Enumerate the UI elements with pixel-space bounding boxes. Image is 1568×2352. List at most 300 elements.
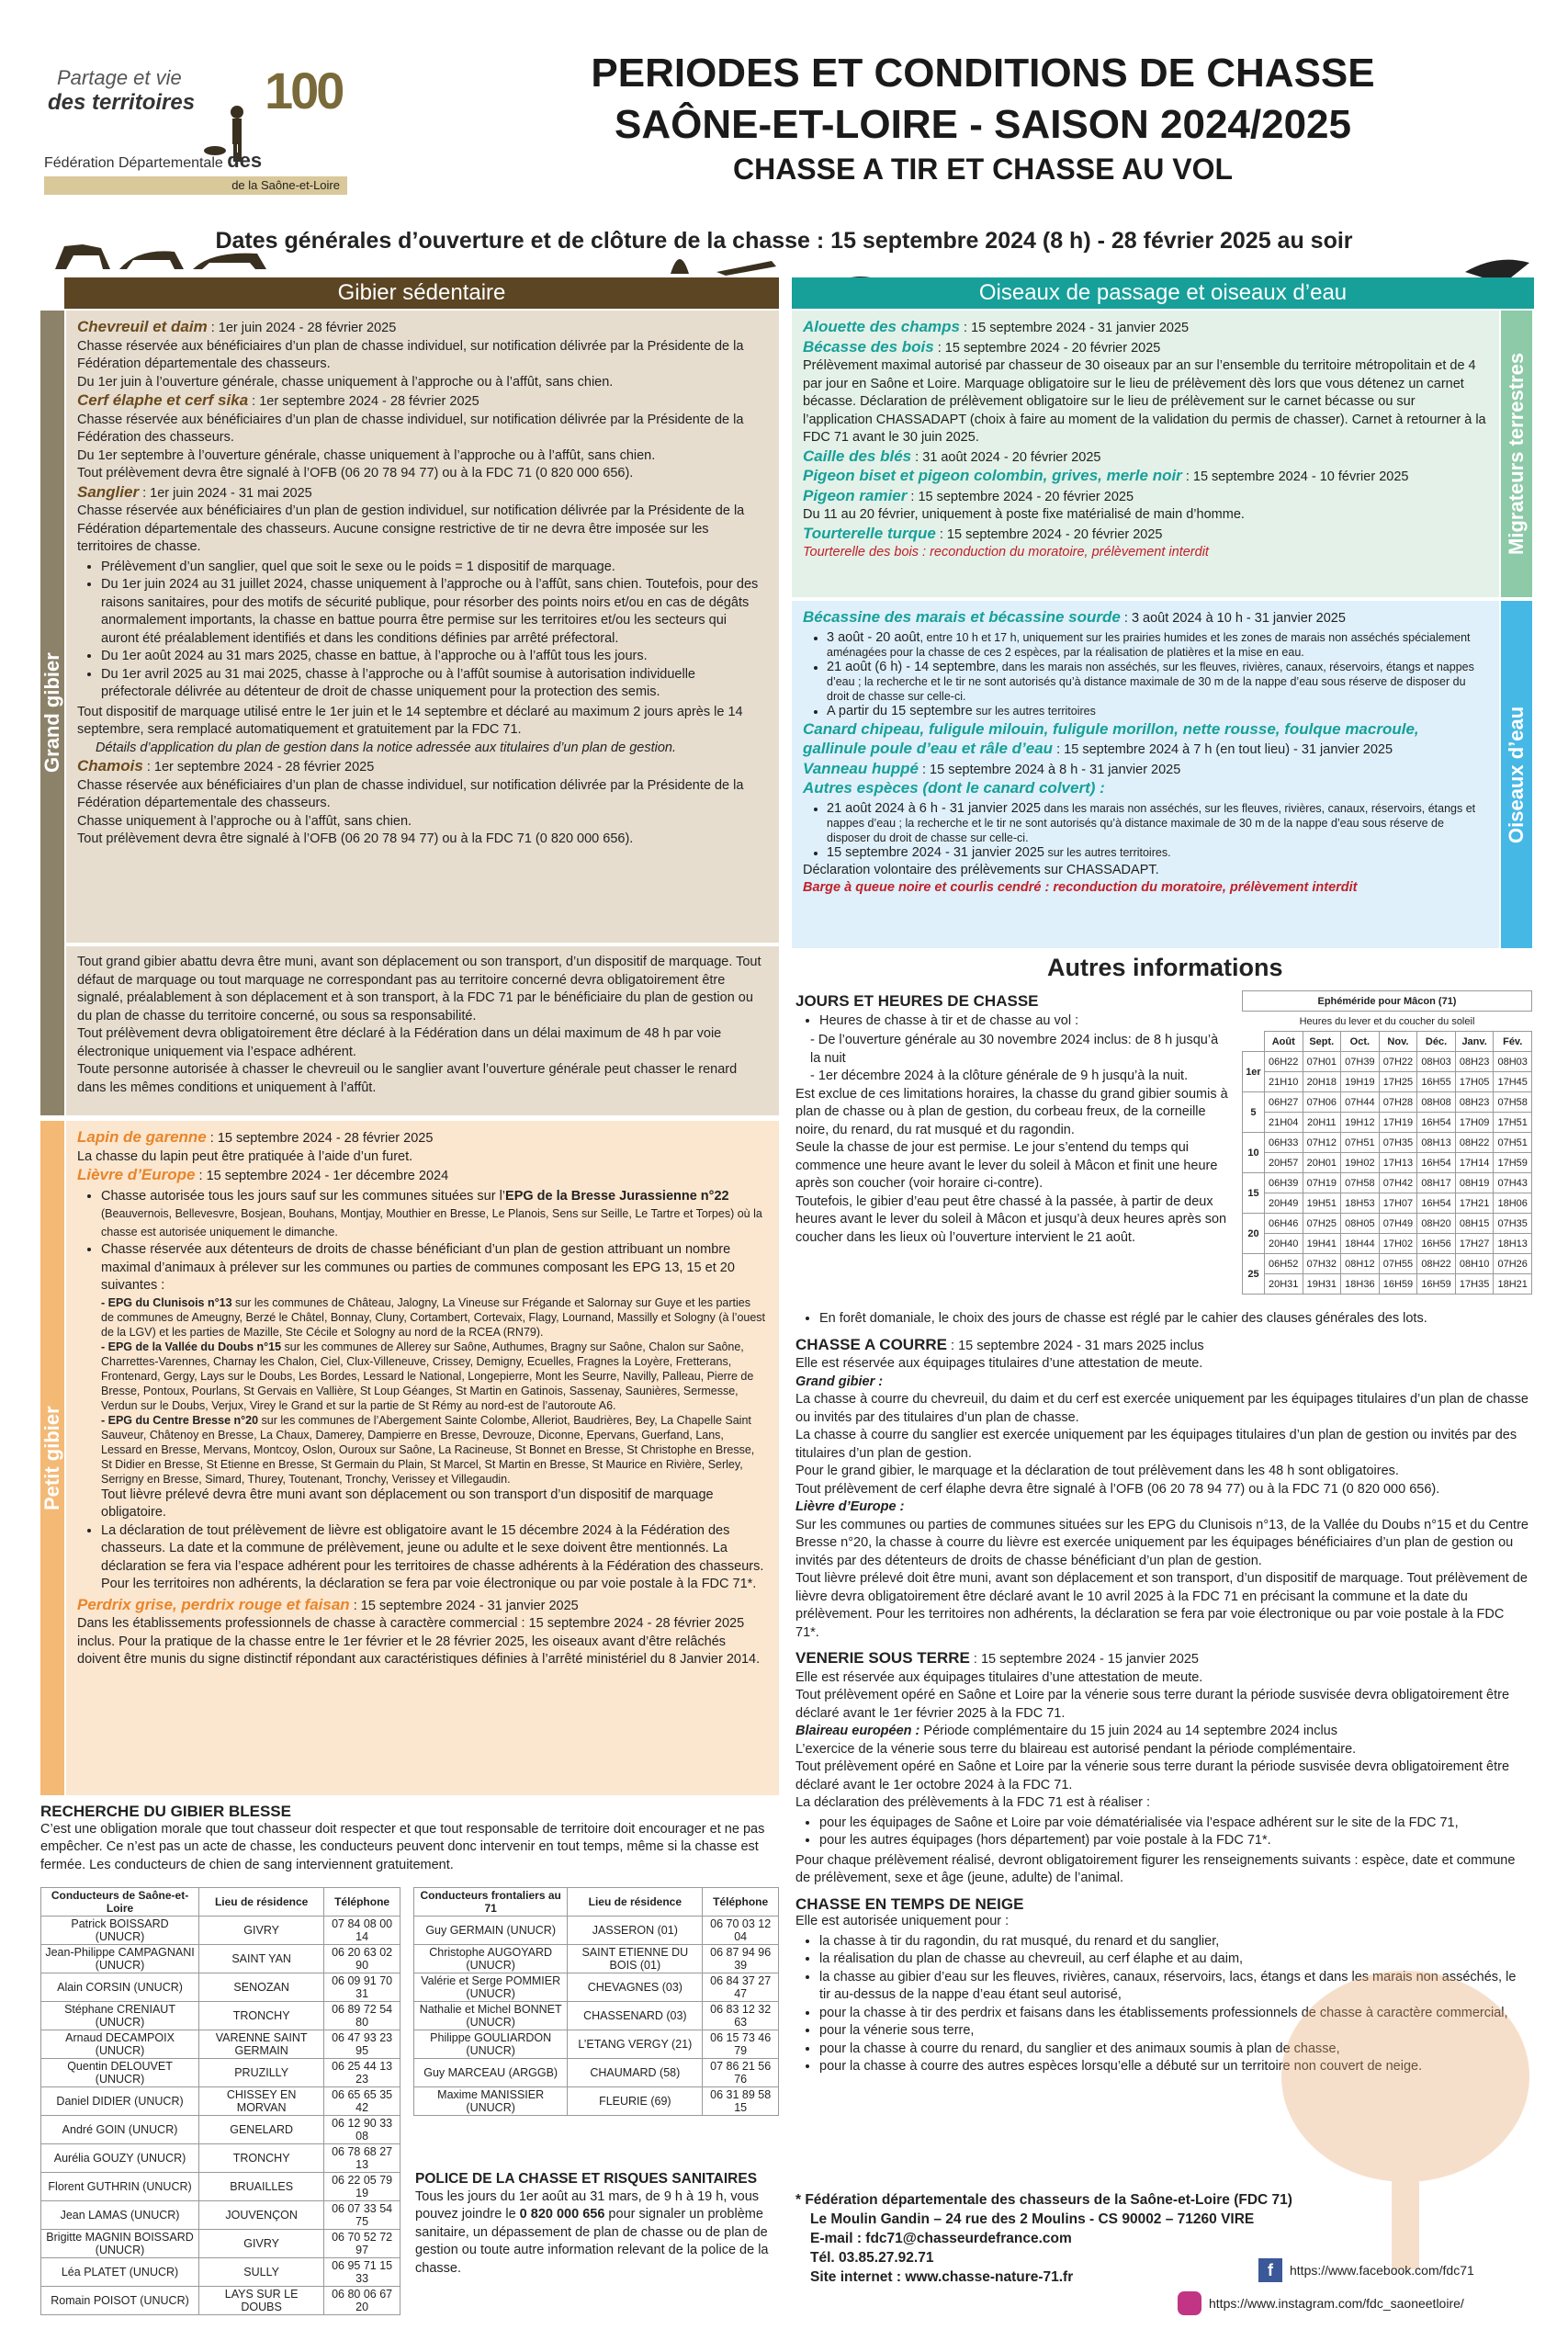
eph-lever: 07H28 — [1379, 1092, 1417, 1113]
table-row — [414, 1945, 779, 1973]
becassine-b1b: , entre 10 h et 17 h, uniquement sur les prairies humides et les zones de marais non asséchés spécialement aménagées pour la chasse de ces 2 espèces, par la réalisation de platières et la mise en eau. — [827, 630, 1471, 659]
lievre-list — [77, 1188, 766, 1594]
eph-coucher: 17H59 — [1494, 1153, 1532, 1173]
eph-lever: 08H23 — [1455, 1052, 1494, 1072]
lapin-dates: : 15 septembre 2024 - 28 février 2025 — [206, 1131, 434, 1146]
sanglier-p1: Chasse réservée aux bénéficiaires d’un plan de gestion individuel, sur notification délivrée par la Présidente de la Fédération départementale des chasseurs. Aucune consigne restrictive de tir ne devra être imposée sur les territoires de chasse. — [77, 503, 745, 554]
alouette-title: Alouette des champs — [803, 318, 960, 335]
canard-title: Canard chipeau, fuligule milouin, fuligule morillon, nette rousse, foulque macroule, gallinule poule d’eau et râle d’eau — [803, 719, 1419, 757]
eph-coucher: 16H56 — [1417, 1234, 1456, 1254]
eph-lever: 06H46 — [1264, 1214, 1303, 1234]
police-number[interactable]: 0 820 000 656 — [519, 2207, 605, 2222]
bl-dates: Période complémentaire du 15 juin 2024 au 14 septembre 2024 inclus — [919, 1724, 1338, 1738]
canard-dates: : 15 septembre 2024 à 7 h (en tout lieu) - 31 janvier 2025 — [1053, 742, 1393, 757]
bl-p1: L’exercice de la vénerie sous terre du blaireau est autorisé pendant la période complémentaire. — [795, 1741, 1357, 1757]
autres-b1 — [827, 801, 1486, 845]
eph-lever: 07H01 — [1303, 1052, 1341, 1072]
grand-gibier-general-box — [66, 946, 779, 1115]
table-cell: Brigitte MAGNIN BOISSARD (UNUCR) — [41, 2230, 199, 2258]
sanglier-b3: • Du 1er août 2024 au 31 mars 2025, chasse en battue, à l’approche ou à l’affût tous les jours. — [101, 648, 766, 666]
vanneau-title: Vanneau huppé — [803, 759, 919, 777]
eph-coucher: 17H05 — [1455, 1072, 1494, 1092]
fdc-address: Le Moulin Gandin – 24 rue des 2 Moulins - CS 90002 – 71260 VIRE — [810, 2211, 1255, 2227]
cc-title: CHASSE A COURRE — [795, 1335, 947, 1353]
epg15-desc: sur les communes de Allerey sur Saône, Authumes, Bragny sur Saône, Chalon sur Saône, Charrettes-Varennes, Charnay les Chalon, Ciel, Clux-Villeneuve, Crissey, Demigny, Ecuelles, Fragnes la Loyère, Fretterans, Frontenard, Gergy, Lays sur le Doubs, Les Bordes, Lessard le National, Longepierre, Mont les Seurre, Navilly, Palleau, Pierre de Bresse, Pontoux, Pourlans, St Gervais en Vallière, St Loup Géanges, St Martin en Gatinois, Sassenay, Saunières, Sermesse, Verdun sur le Doubs, Verjux, Virey le Grand et sur la partie de St Rémy au nord-est de l’autoroute A6. — [101, 1340, 754, 1412]
chevreuil-p1: Chasse réservée aux bénéficiaires d’un plan de chasse individuel, sur notification délivrée par la Présidente de la Fédération départementale des chasseurs. — [77, 338, 744, 371]
table-cell: JOUVENÇON — [199, 2201, 324, 2230]
becassine-b2 — [827, 660, 1486, 704]
lievre-p1: Tout lièvre prélevé devra être muni avant son déplacement ou son transport d’un dispositif de marquage obligatoire. — [101, 1487, 714, 1520]
table-cell: 06 89 72 54 80 — [324, 2002, 400, 2030]
eph-lever: 08H05 — [1341, 1214, 1380, 1234]
facebook-icon: f — [1258, 2258, 1282, 2282]
sanglier-b1: • Prélèvement d’un sanglier, quel que soit le sexe ou le poids = 1 dispositif de marquage. — [101, 559, 766, 577]
vs-title: VENERIE SOUS TERRE — [795, 1649, 970, 1667]
table-cell: JASSERON (01) — [568, 1917, 703, 1945]
table-cell: Aurélia GOUZY (UNUCR) — [41, 2144, 199, 2173]
eph-lever: 07H55 — [1379, 1254, 1417, 1274]
lievre-b1c: (Beauvernois, Bellevesvre, Bosjean, Bouhans, Montjay, Mouthier en Bresse, Le Planois, Sens sur Seille, Le Tartre et Torpes) où la chasse est autorisée uniquement le dimanche. — [101, 1207, 762, 1238]
eph-row-coucher — [1243, 1113, 1532, 1133]
eph-coucher: 17H27 — [1455, 1234, 1494, 1254]
bl-list — [795, 1815, 1530, 1850]
lievre-b2 — [101, 1241, 766, 1522]
autres-b2a: 15 septembre 2024 - 31 janvier 2025 — [827, 844, 1044, 860]
eph-coucher: 20H18 — [1303, 1072, 1341, 1092]
eph-row-coucher — [1243, 1234, 1532, 1254]
eph-lever: 07H06 — [1303, 1092, 1341, 1113]
table-cell: 07 84 08 00 14 — [324, 1917, 400, 1945]
logo-fed1: Fédération Départementale — [44, 155, 223, 171]
autres-list — [803, 801, 1486, 860]
jh-b1: • Heures de chasse à tir et de chasse au vol : — [819, 1012, 1231, 1031]
cc-p5: Tout prélèvement de cerf élaphe devra être signalé à l’OFB (06 20 78 94 77) ou à la FDC 71 (0 820 000 656). — [795, 1481, 1440, 1497]
chevreuil-title: Chevreuil et daim — [77, 318, 208, 335]
cc-le: Lièvre d’Europe : — [795, 1499, 905, 1514]
epg13-title: - EPG du Clunisois n°13 — [101, 1295, 232, 1309]
table-cell: SAINT ETIENNE DU BOIS (01) — [568, 1945, 703, 1973]
neige-item: • la chasse au gibier d’eau sur les fleuves, rivières, canaux, réservoirs, lacs, étangs et dans les marais non asséchés, le tir au-dessus de la nappe d’eau étant seul autorisé, — [819, 1969, 1530, 2005]
police-title: POLICE DE LA CHASSE ET RISQUES SANITAIRES — [415, 2171, 758, 2187]
eph-month: Août — [1264, 1032, 1303, 1052]
logo-fed2: des — [227, 149, 263, 172]
epg15-title: - EPG de la Vallée du Doubs n°15 — [101, 1340, 282, 1353]
caille-dates: : 31 août 2024 - 20 février 2025 — [911, 449, 1101, 465]
table-row — [41, 1973, 400, 2002]
eph-coucher: 20H11 — [1303, 1113, 1341, 1133]
table-cell: 06 70 03 12 04 — [703, 1917, 779, 1945]
grand-gen-p3: Toute personne autorisée à chasser le chevreuil ou le sanglier avant l’ouverture générale peut chasser le renard dans les mêmes conditions et uniquement à l’affût. — [77, 1062, 738, 1095]
table-cell: SULLY — [199, 2258, 324, 2287]
table-cell: VARENNE SAINT GERMAIN — [199, 2030, 324, 2059]
eph-title: Ephéméride pour Mâcon (71) — [1243, 991, 1532, 1012]
table-cell: 06 22 05 79 19 — [324, 2173, 400, 2201]
pigeon-title: Pigeon biset et pigeon colombin, grives, merle noir — [803, 467, 1182, 484]
table-cell: 06 25 44 13 23 — [324, 2059, 400, 2087]
autres-b1a: 21 août 2024 à 6 h - 31 janvier 2025 — [827, 800, 1041, 816]
general-dates: Dates générales d’ouverture et de clôture de la chasse : 15 septembre 2024 (8 h) - 28 février 2025 au soir — [215, 228, 1353, 254]
tourterelle-bois: Tourterelle des bois : reconduction du moratoire, prélèvement interdit — [803, 545, 1209, 560]
table-row — [414, 1973, 779, 2002]
police-p1: Tous les jours du 1er août au 31 mars, de 9 h à 19 h, vous pouvez joindre le — [415, 2188, 760, 2222]
table-cell: 06 65 65 35 42 — [324, 2087, 400, 2116]
table-cell: TRONCHY — [199, 2002, 324, 2030]
table-cell: CHISSEY EN MORVAN — [199, 2087, 324, 2116]
table-cell: 06 78 68 27 13 — [324, 2144, 400, 2173]
jh-p1: Est exclue de ces limitations horaires, la chasse du grand gibier soumis à plan de chasse ou à plan de gestion, du corbeau freux, de la corneille noire, du renard, du rat musqué et du ragondin. — [795, 1086, 1228, 1137]
table-cell: SAINT YAN — [199, 1945, 324, 1973]
table-header: Conducteurs frontaliers au 71 — [414, 1888, 568, 1917]
table-cell: Daniel DIDIER (UNUCR) — [41, 2087, 199, 2116]
caille-title: Caille des blés — [803, 447, 912, 465]
eph-row-lever — [1243, 1214, 1532, 1234]
chamois-dates: : 1er septembre 2024 - 28 février 2025 — [142, 760, 375, 775]
becassine-b3b: sur les autres territoires — [972, 704, 1096, 718]
eph-lever: 07H44 — [1341, 1092, 1380, 1113]
eph-lever: 07H43 — [1494, 1173, 1532, 1193]
neige-title: CHASSE EN TEMPS DE NEIGE — [795, 1894, 1024, 1913]
ramier-p: Du 11 au 20 février, uniquement à poste fixe matérialisé de main d’homme. — [803, 507, 1245, 522]
cerf-title: Cerf élaphe et cerf sika — [77, 391, 249, 409]
lapin-title: Lapin de garenne — [77, 1128, 207, 1146]
neige-item: • pour la chasse à courre des autres espèces lorsqu’elle a débuté sur un territoire non couvert de neige. — [819, 2058, 1530, 2076]
grand-gen-p2: Tout prélèvement devra obligatoirement être déclaré à la Fédération dans un délai maximum de 48 h par voie électronique uniquement via l’espace adhérent. — [77, 1026, 722, 1059]
sanglier-b2: • Du 1er juin 2024 au 31 juillet 2024, chasse uniquement à l’approche ou à l’affût, sans chien. Toutefois, pour des raisons sanitaires, pour des motifs de sécurité publique, pour résorber des points noirs et/ou en cas de dégâts anormalement importants, la chasse en battue pourra être permise sur les territoires et/ou les secteurs qui auront été préalablement identifiés et dans les conditions définies par arrêté préfectoral. — [101, 576, 766, 648]
pigeon-dates: : 15 septembre 2024 - 10 février 2025 — [1181, 469, 1409, 484]
tourterelle-dates: : 15 septembre 2024 - 20 février 2025 — [935, 526, 1163, 542]
autres-title: Autres espèces (dont le canard colvert) : — [803, 779, 1105, 797]
eph-coucher: 17H19 — [1379, 1113, 1417, 1133]
eph-row-lever — [1243, 1173, 1532, 1193]
table-cell: CHEVAGNES (03) — [568, 1973, 703, 2002]
eph-month: Nov. — [1379, 1032, 1417, 1052]
eph-row-coucher — [1243, 1274, 1532, 1295]
side-label-petit-gibier: Petit gibier — [40, 1121, 64, 1795]
table-cell: Jean-Philippe CAMPAGNANI (UNUCR) — [41, 1945, 199, 1973]
sanglier-p2: Tout dispositif de marquage utilisé entre le 1er juin et le 14 septembre et déclaré au maximum 2 jours après le 14 septembre, sera remplacé automatiquement et gratuitement par la FDC 71. — [77, 704, 743, 737]
table-cell: 06 83 12 32 63 — [703, 2002, 779, 2030]
eph-lever: 07H26 — [1494, 1254, 1532, 1274]
fdc-web[interactable]: Site internet : www.chasse-nature-71.fr — [810, 2269, 1074, 2285]
hare-pheasant-icon — [661, 235, 781, 276]
eph-coucher: 16H54 — [1417, 1153, 1456, 1173]
side-label-migrateurs: Migrateurs terrestres — [1501, 311, 1532, 597]
table-row — [41, 1945, 400, 1973]
table-row — [41, 2201, 400, 2230]
cc-p7: Tout lièvre prélevé doit être muni, avant son déplacement et son transport, d’un dispositif de marquage. Tout prélèvement de lièvre devra obligatoirement être déclaré avant le 10 avril 2025 à la FDC 71 en précisant la commune et la date du prélèvement. Pour les territoires non adhérents, la déclaration se fera par voie électronique ou par voie postale à la FDC 71*. — [795, 1571, 1528, 1640]
eph-month: Oct. — [1341, 1032, 1380, 1052]
lievre-title: Lièvre d’Europe — [77, 1166, 196, 1183]
bl-b2: • pour les autres équipages (hors département) par voie postale à la FDC 71*. — [819, 1832, 1530, 1850]
header-oiseaux: Oiseaux de passage et oiseaux d’eau — [792, 277, 1534, 309]
side-label-grand-gibier: Grand gibier — [40, 311, 64, 1115]
petit-gibier-box — [66, 1121, 779, 1795]
lapin-p: La chasse du lapin peut être pratiquée à l’aide d’un furet. — [77, 1148, 413, 1164]
barge: Barge à queue noire et courlis cendré : reconduction du moratoire, prélèvement interdit — [803, 880, 1358, 895]
table-header: Téléphone — [324, 1888, 400, 1917]
neige-item: • pour la chasse à courre du renard, du sanglier et des animaux soumis à plan de chasse, — [819, 2041, 1530, 2059]
table-row — [414, 2059, 779, 2087]
table-cell: 06 80 06 67 20 — [324, 2287, 400, 2315]
eph-coucher: 18H13 — [1494, 1234, 1532, 1254]
perdrix-p: Dans les établissements professionnels de chasse à caractère commercial : 15 septembre 2024 - 28 février 2025 inclus. Pour la pratique de la chasse entre le 1er février et le 28 février 2025, les oiseaux avant d’être relâchés doivent être munis du signe distinctif répondant aux caractéristiques définies à l’arrêté ministériel du 8 Janvier 2014. — [77, 1616, 761, 1667]
eph-lever: 08H22 — [1455, 1133, 1494, 1153]
table-cell: 06 07 33 54 75 — [324, 2201, 400, 2230]
chamois-p2: Chasse uniquement à l’approche ou à l’affût, sans chien. — [77, 813, 412, 829]
lievre-dates: : 15 septembre 2024 - 1er décembre 2024 — [195, 1169, 449, 1183]
eph-coucher: 19H51 — [1303, 1193, 1341, 1214]
eph-lever: 08H15 — [1455, 1214, 1494, 1234]
title-line3: CHASSE A TIR ET CHASSE AU VOL — [732, 153, 1234, 186]
chamois-p3: Tout prélèvement devra être signalé à l’OFB (06 20 78 94 77) ou à la FDC 71 (0 820 000 656). — [77, 831, 634, 846]
table-header: Lieu de résidence — [568, 1888, 703, 1917]
police-p2: pour signaler un problème sanitaire, un dépassement de plan de chasse ou de plan de gestion ou toute autre information relevant de la police de la chasse. — [415, 2207, 769, 2276]
logo-fed3: de la Saône-et-Loire — [44, 176, 347, 195]
lievre-b1 — [101, 1188, 766, 1242]
eph-lever: 08H17 — [1417, 1173, 1456, 1193]
conducteurs-71-table — [40, 1887, 400, 2315]
eph-coucher: 17H02 — [1379, 1234, 1417, 1254]
fdc-email[interactable]: E-mail : fdc71@chasseurdefrance.com — [810, 2231, 1072, 2246]
eph-coucher: 18H44 — [1341, 1234, 1380, 1254]
table-cell: Maxime MANISSIER (UNUCR) — [414, 2087, 568, 2116]
table-row — [41, 2230, 400, 2258]
autres-b1b: dans les marais non asséchés, sur les fleuves, rivières, canaux, réservoirs, étangs et nappes d’eau ; la recherche et le tir ne sont autorisés qu’à distance maximale de 30 m de la nappe d’eau sous réserve de disposer du droit de chasse sur celle-ci. — [827, 801, 1476, 844]
vs-dates: : 15 septembre 2024 - 15 janvier 2025 — [969, 1652, 1199, 1667]
eph-coucher: 20H01 — [1303, 1153, 1341, 1173]
table-cell: Jean LAMAS (UNUCR) — [41, 2201, 199, 2230]
cc-dates: : 15 septembre 2024 - 31 mars 2025 inclus — [946, 1338, 1204, 1353]
police-section — [415, 2170, 779, 2278]
eph-coucher: 20H40 — [1264, 1234, 1303, 1254]
chevreuil-p2: Du 1er juin à l’ouverture générale, chasse uniquement à l’approche ou à l’affût, sans chien. — [77, 374, 614, 390]
table-cell: Nathalie et Michel BONNET (UNUCR) — [414, 2002, 568, 2030]
perdrix-dates: : 15 septembre 2024 - 31 janvier 2025 — [349, 1598, 579, 1613]
eph-coucher: 18H21 — [1494, 1274, 1532, 1295]
eph-coucher: 17H45 — [1494, 1072, 1532, 1092]
cerf-p3: Tout prélèvement devra être signalé à l’OFB (06 20 78 94 77) ou à la FDC 71 (0 820 000 656). — [77, 466, 634, 481]
table-row — [41, 2087, 400, 2116]
eph-lever: 07H19 — [1303, 1173, 1341, 1193]
instagram-icon — [1178, 2291, 1201, 2315]
table-cell: LAYS SUR LE DOUBS — [199, 2287, 324, 2315]
table-cell: 06 70 52 72 97 — [324, 2230, 400, 2258]
eph-coucher: 18H06 — [1494, 1193, 1532, 1214]
eph-corner — [1243, 1032, 1265, 1052]
facebook-link[interactable] — [1258, 2258, 1474, 2282]
eph-lever: 08H08 — [1417, 1092, 1456, 1113]
jh-p3: Toutefois, le gibier d’eau peut être chassé à la passée, à partir de deux heures avant le lever du soleil à Mâcon et jusqu’à deux heures après son coucher dans les lieux où l’ouverture intervient le 21 août. — [795, 1193, 1227, 1245]
becassine-list — [803, 630, 1486, 718]
table-row — [41, 2144, 400, 2173]
title-line1: PERIODES ET CONDITIONS DE CHASSE — [591, 51, 1375, 96]
fdc-title: * Fédération départementale des chasseurs de la Saône-et-Loire (FDC 71) — [795, 2192, 1292, 2208]
sanglier-p3: Détails d’application du plan de gestion dans la notice adressée aux titulaires d’un plan de gestion. — [96, 740, 676, 755]
neige-item: • la chasse à tir du ragondin, du rat musqué, du renard et du sanglier, — [819, 1933, 1530, 1951]
table-row — [41, 2059, 400, 2087]
eph-lever: 07H51 — [1494, 1133, 1532, 1153]
vs-p2: Tout prélèvement opéré en Saône et Loire par la vénerie sous terre durant la période susvisée devra obligatoirement être déclaré avant le 1er février 2025 à la FDC 71. — [795, 1688, 1510, 1721]
grand-gibier-box — [66, 311, 779, 943]
eph-coucher: 16H59 — [1417, 1274, 1456, 1295]
cc-p4: Pour le grand gibier, le marquage et la déclaration de tout prélèvement dans les 48 h sont obligatoires. — [795, 1464, 1399, 1478]
eph-day: 25 — [1243, 1254, 1265, 1295]
title-line2: SAÔNE-ET-LOIRE - SAISON 2024/2025 — [614, 102, 1352, 147]
table-cell: Romain POISOT (UNUCR) — [41, 2287, 199, 2315]
neige-item: • pour la chasse à tir des perdrix et faisans dans les établissements professionnels de chasse à caractère commercial, — [819, 2005, 1530, 2023]
bl-p3: La déclaration des prélèvements à la FDC 71 est à réaliser : — [795, 1795, 1151, 1810]
jours-heures-section — [795, 992, 1231, 1247]
table-row — [414, 2087, 779, 2116]
eph-row-coucher — [1243, 1193, 1532, 1214]
header-gibier-sedentaire: Gibier sédentaire — [64, 277, 779, 309]
eph-lever: 07H32 — [1303, 1254, 1341, 1274]
facebook-url[interactable]: https://www.facebook.com/fdc71 — [1290, 2263, 1474, 2278]
eph-lever: 06H22 — [1264, 1052, 1303, 1072]
eph-lever: 08H13 — [1417, 1133, 1456, 1153]
eph-coucher: 17H35 — [1455, 1274, 1494, 1295]
table-header: Conducteurs de Saône-et-Loire — [41, 1888, 199, 1917]
table-row — [41, 2030, 400, 2059]
table-cell: CHAUMARD (58) — [568, 2059, 703, 2087]
table-cell: Léa PLATET (UNUCR) — [41, 2258, 199, 2287]
neige-item: • pour la vénerie sous terre, — [819, 2022, 1530, 2041]
becassine-b2b: , dans les marais non asséchés, sur les fleuves, rivières, canaux, réservoirs, étangs et nappes d’eau ; la recherche et le tir ne sont autorisés qu’à distance maximale de 30 m de la nappe d’eau sous réserve de disposer du droit de chasse sur celle-ci. — [827, 660, 1474, 703]
conducteurs-frontaliers-table — [413, 1887, 779, 2116]
table-cell: GIVRY — [199, 1917, 324, 1945]
eph-day: 1er — [1243, 1052, 1265, 1092]
neige-p: Elle est autorisée uniquement pour : — [795, 1914, 1010, 1928]
ramier-title: Pigeon ramier — [803, 486, 908, 504]
becasse-title: Bécasse des bois — [803, 337, 934, 356]
lievre-b1a: Chasse autorisée tous les jours sauf sur les communes situées sur l’ — [101, 1188, 506, 1204]
autres-title: Autres informations — [1047, 954, 1283, 981]
becassine-b2a: 21 août (6 h) - 14 septembre — [827, 659, 996, 674]
table-cell: 06 20 63 02 90 — [324, 1945, 400, 1973]
cc-p6: Sur les communes ou parties de communes situées sur les EPG du Clunisois n°13, de la Vallée du Doubs n°15 et du Centre Bresse n°20, la chasse à courre du lièvre est exercée uniquement par les équipages bénéficiaires d’un plan de gestion ou invités par des détenteurs de droits de chasse bénéficiant d’un plan de gestion. — [795, 1517, 1529, 1568]
table-cell: Alain CORSIN (UNUCR) — [41, 1973, 199, 2002]
eph-day: 5 — [1243, 1092, 1265, 1133]
page-title — [514, 48, 1451, 187]
table-row — [41, 2173, 400, 2201]
logo — [44, 57, 366, 195]
eph-lever: 08H03 — [1417, 1052, 1456, 1072]
table-row — [41, 2002, 400, 2030]
bl-p2: Tout prélèvement opéré en Saône et Loire par la vénerie sous terre durant la période susvisée devra obligatoirement être déclaré avant le 1er octobre 2024 à la FDC 71. — [795, 1759, 1510, 1792]
eph-month: Sept. — [1303, 1032, 1341, 1052]
eph-coucher: 21H10 — [1264, 1072, 1303, 1092]
sanglier-dates: : 1er juin 2024 - 31 mai 2025 — [139, 485, 312, 501]
vanneau-dates: : 15 septembre 2024 à 8 h - 31 janvier 2025 — [918, 762, 1181, 777]
jh-p2: Seule la chasse de jour est permise. Le jour s’entend du temps qui commence une heure avant le lever du soleil à Mâcon et finit une heure après son coucher (voir horaire ci-contre). — [795, 1140, 1218, 1191]
table-cell: PRUZILLY — [199, 2059, 324, 2087]
eph-lever: 07H49 — [1379, 1214, 1417, 1234]
jh-b2: • En forêt domaniale, le choix des jours de chasse est réglé par le cahier des clauses générales des lots. — [819, 1310, 1530, 1329]
eph-coucher: 17H13 — [1379, 1153, 1417, 1173]
epg20-desc: sur les communes de l’Abergement Sainte Colombe, Alleriot, Baudrières, Bey, La Chapelle Saint Sauveur, Châtenoy en Bresse, La Chaux, Damerey, Dampierre en Bresse, Devrouze, Diconne, Epervans, Guerfand, Lans, Lessard en Bresse, Mervans, Montcoy, Oslon, Ouroux sur Saône, La Racineuse, St Bonnet en Bresse, St Christophe en Bresse, St Didier en Bresse, St Etienne en Bresse, St Germain du Plain, St Marcel, St Martin en Bresse, St Maurice en Rivière, Serley, Serrigny en Bresse, Simard, Thurey, Toutenant, Tronchy, Verissey et Villegaudin. — [101, 1413, 755, 1486]
eph-lever: 07H35 — [1494, 1214, 1532, 1234]
table-cell: L’ETANG VERGY (21) — [568, 2030, 703, 2059]
bl-b1: • pour les équipages de Saône et Loire par voie dématérialisée via l’espace adhérent sur le site de la FDC 71, — [819, 1815, 1530, 1833]
becassine-dates: : 3 août 2024 à 10 h - 31 janvier 2025 — [1120, 611, 1346, 626]
cerf-dates: : 1er septembre 2024 - 28 février 2025 — [248, 394, 479, 409]
cc-p2: La chasse à courre du chevreuil, du daim et du cerf est exercée uniquement par les équipages titulaires d’un plan de chasse ou invités par des titulaires d’un plan de chasse. — [795, 1392, 1529, 1425]
sanglier-list — [77, 559, 766, 702]
eph-lever: 08H10 — [1455, 1254, 1494, 1274]
instagram-link[interactable] — [1178, 2291, 1464, 2315]
ephemeride-table — [1242, 990, 1532, 1295]
cc-p1: Elle est réservée aux équipages titulaires d’une attestation de meute. — [795, 1356, 1203, 1371]
table-cell: 06 84 37 27 47 — [703, 1973, 779, 2002]
eph-coucher: 16H55 — [1417, 1072, 1456, 1092]
eph-coucher: 18H53 — [1341, 1193, 1380, 1214]
table-cell: André GOIN (UNUCR) — [41, 2116, 199, 2144]
eph-lever: 08H19 — [1455, 1173, 1494, 1193]
jh-b1a: - De l’ouverture générale au 30 novembre 2024 inclus: de 8 h jusqu’à la nuit — [810, 1033, 1219, 1066]
table-cell: Philippe GOULIARDON (UNUCR) — [414, 2030, 568, 2059]
table-row — [41, 2258, 400, 2287]
ramier-dates: : 15 septembre 2024 - 20 février 2025 — [907, 489, 1134, 504]
sanglier-title: Sanglier — [77, 482, 140, 501]
eph-lever: 07H58 — [1341, 1173, 1380, 1193]
eph-coucher: 19H41 — [1303, 1234, 1341, 1254]
jh-title: JOURS ET HEURES DE CHASSE — [795, 992, 1039, 1010]
table-cell: Stéphane CRENIAUT (UNUCR) — [41, 2002, 199, 2030]
logo-anniversary: 100 — [265, 62, 343, 119]
eph-lever: 08H20 — [1417, 1214, 1456, 1234]
eph-sub: Heures du lever et du coucher du soleil — [1299, 1015, 1475, 1027]
table-cell: 06 09 91 70 31 — [324, 1973, 400, 2002]
table-cell: Guy MARCEAU (ARGGB) — [414, 2059, 568, 2087]
table-cell: GENELARD — [199, 2116, 324, 2144]
instagram-url[interactable]: https://www.instagram.com/fdc_saoneetloire/ — [1209, 2296, 1464, 2311]
table-cell: GIVRY — [199, 2230, 324, 2258]
eph-lever: 07H58 — [1494, 1092, 1532, 1113]
becasse-p: Prélèvement maximal autorisé par chasseur de 30 oiseaux par an sur l’ensemble du territoire métropolitain et de 4 par jour en Saône et Loire. Marquage obligatoire sur le lieu de prélèvement dès lors que vous détenez un carnet bécasse. Déclaration de prélèvement obligatoire sur le lieu de prélèvement sur le carnet bécasse ou sur l’application CHASSADAPT (choix à faire au moment de la validation du permis de chasser). Carnet à retourner à la FDC 71 avant le 30 juin 2025. — [803, 358, 1486, 445]
eph-lever: 06H27 — [1264, 1092, 1303, 1113]
eph-coucher: 21H04 — [1264, 1113, 1303, 1133]
eph-row-coucher — [1243, 1153, 1532, 1173]
lievre-b2-text: Chasse réservée aux détenteurs de droits de chasse bénéficiant d’un plan de gestion attribuant un nombre maximal d’animaux à prélever sur les communes ou parties de communes composant les EPG 13, 15 et 20 suivantes : — [101, 1242, 735, 1293]
jh-b2-list — [795, 1310, 1530, 1329]
eph-lever: 07H51 — [1341, 1133, 1380, 1153]
eph-coucher: 16H54 — [1417, 1113, 1456, 1133]
vs-p1: Elle est réservée aux équipages titulaires d’une attestation de meute. — [795, 1669, 1203, 1685]
table-cell: CHASSENARD (03) — [568, 2002, 703, 2030]
table-cell: 06 95 71 15 33 — [324, 2258, 400, 2287]
eph-coucher: 16H59 — [1379, 1274, 1417, 1295]
eph-coucher: 18H36 — [1341, 1274, 1380, 1295]
chamois-p1: Chasse réservée aux bénéficiaires d’un plan de chasse individuel, sur notification délivrée par la Présidente de la Fédération départementale des chasseurs. — [77, 777, 744, 810]
bl-title: Blaireau européen : — [795, 1724, 920, 1738]
eph-coucher: 17H14 — [1455, 1153, 1494, 1173]
eph-coucher: 17H51 — [1494, 1113, 1532, 1133]
eph-lever: 06H39 — [1264, 1173, 1303, 1193]
eph-coucher: 17H09 — [1455, 1113, 1494, 1133]
table-cell: FLEURIE (69) — [568, 2087, 703, 2116]
table-row — [414, 2002, 779, 2030]
eph-month: Fév. — [1494, 1032, 1532, 1052]
eph-coucher: 17H21 — [1455, 1193, 1494, 1214]
eph-row-lever — [1243, 1254, 1532, 1274]
recherche-p: C’est une obligation morale que tout chasseur doit respecter et que tout responsable de territoire doit encourager et ne pas empêcher. Ce n’est pas un acte de chasse, les conducteurs peuvent donc intervenir en tout temps, même si la chasse est fermée. Les conducteurs de chien de sang interviennent gratuitement. — [40, 1821, 765, 1872]
table-cell: 06 47 93 23 95 — [324, 2030, 400, 2059]
perdrix-title: Perdrix grise, perdrix rouge et faisan — [77, 1595, 350, 1613]
table-header: Téléphone — [703, 1888, 779, 1917]
recherche-section — [40, 1803, 779, 1874]
ephemeride — [1242, 990, 1532, 1295]
cerf-p2: Du 1er septembre à l’ouverture générale, chasse uniquement à l’approche ou à l’affût, sans chien. — [77, 447, 656, 463]
